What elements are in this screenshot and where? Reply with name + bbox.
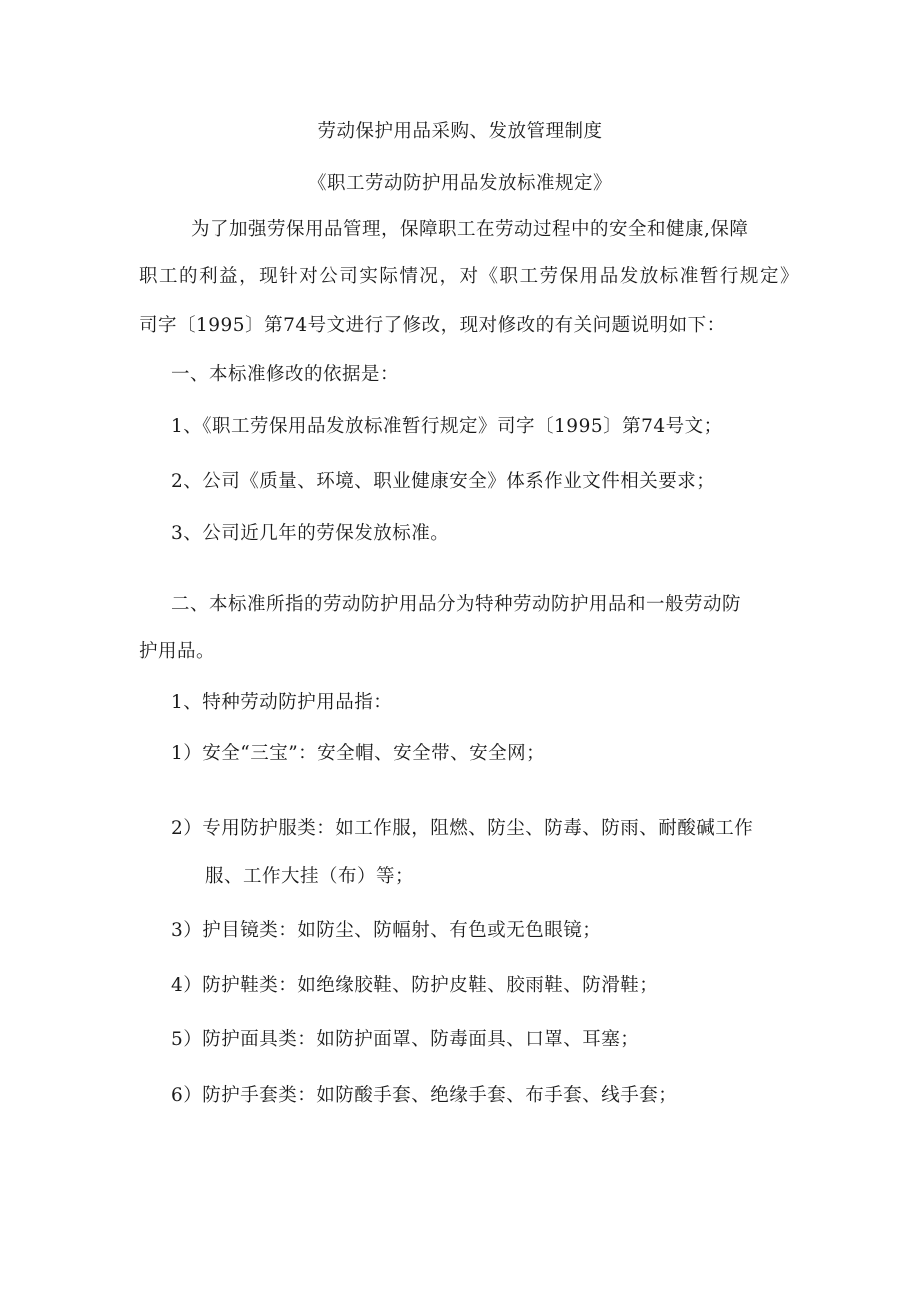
list-item: 4）防护鞋类：如绝缘胶鞋、防护皮鞋、胶雨鞋、防滑鞋； (171, 975, 659, 996)
section-heading-continuation: 护用品。 (139, 641, 216, 662)
list-item: 3、公司近几年的劳保发放标准。 (171, 523, 450, 544)
list-item: 5）防护面具类：如防护面罩、防毒面具、口罩、耳塞； (171, 1029, 640, 1050)
list-item: 1）安全“三宝”：安全帽、安全带、安全网； (171, 743, 546, 764)
list-item: 2）专用防护服类：如工作服，阻燃、防尘、防毒、防雨、耐酸碱工作 (171, 818, 754, 839)
list-item: 3）护目镜类：如防尘、防幅射、有色或无色眼镜； (171, 920, 602, 941)
intro-line: 职工的利益，现针对公司实际情况，对《职工劳保用品发放标准暂行规定》 (139, 266, 799, 287)
sub-heading: 1、特种劳动防护用品指： (171, 692, 393, 713)
list-item-continuation: 服、工作大挂（布）等； (205, 866, 415, 887)
document-subtitle: 《职工劳动防护用品发放标准规定》 (307, 173, 612, 194)
section-heading: 一、本标准修改的依据是： (171, 364, 400, 385)
intro-line: 司字〔1995〕第74号文进行了修改，现对修改的有关问题说明如下： (139, 315, 726, 336)
document-title: 劳动保护用品采购、发放管理制度 (317, 121, 603, 142)
intro-line: 为了加强劳保用品管理，保障职工在劳动过程中的安全和健康,保障 (191, 219, 749, 240)
list-item: 6）防护手套类：如防酸手套、绝缘手套、布手套、线手套； (171, 1085, 678, 1106)
list-item: 1、《职工劳保用品发放标准暂行规定》司字〔1995〕第74号文； (171, 416, 723, 437)
list-item: 2、公司《质量、环境、职业健康安全》体系作业文件相关要求； (171, 471, 716, 492)
section-heading: 二、本标准所指的劳动防护用品分为特种劳动防护用品和一般劳动防 (171, 594, 742, 615)
